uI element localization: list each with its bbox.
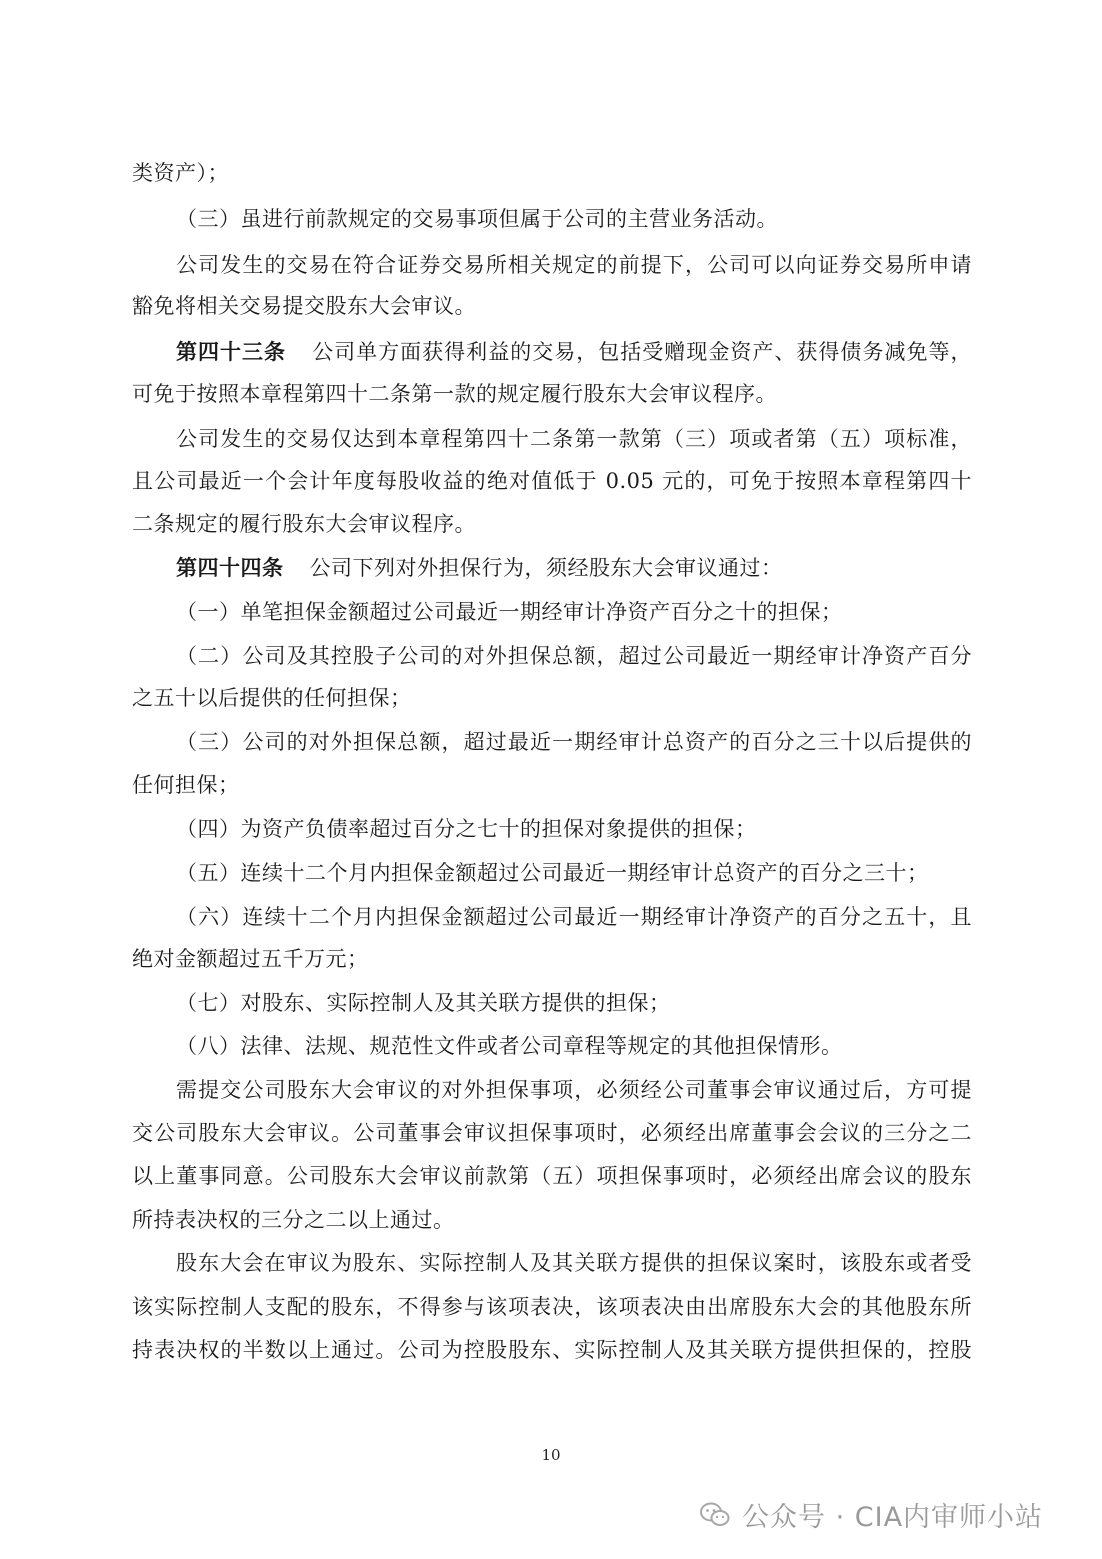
text-line: 股东大会在审议为股东、实际控制人及其关联方提供的担保议案时，该股东或者受 [176, 1251, 972, 1275]
watermark [700, 1495, 1043, 1534]
article-title: 第四十四条 [176, 555, 284, 580]
text-line: 豁免将相关交易提交股东大会审议。 [132, 294, 476, 318]
text-line: 公司发生的交易仅达到本章程第四十二条第一款第（三）项或者第（五）项标准， [176, 427, 972, 451]
text-line: 交公司股东大会审议。公司董事会审议担保事项时，必须经出席董事会会议的三分之二 [132, 1121, 972, 1145]
article-text: 公司单方面获得利益的交易，包括受赠现金资产、获得债务减免等， [312, 340, 973, 364]
article-title: 第四十三条 [176, 339, 287, 364]
text-line: 可免于按照本章程第四十二条第一款的规定履行股东大会审议程序。 [132, 382, 777, 406]
text-line: （三）虽进行前款规定的交易事项但属于公司的主营业务活动。 [176, 207, 778, 231]
watermark-text: 公众号 · CIA内审师小站 [742, 1502, 1044, 1533]
list-item: （五）连续十二个月内担保金额超过公司最近一期经审计总资产的百分之三十； [176, 861, 929, 885]
list-item: （七）对股东、实际控制人及其关联方提供的担保； [176, 991, 671, 1015]
article-text: 公司下列对外担保行为，须经股东大会审议通过： [309, 556, 783, 580]
page-number: 10 [541, 1446, 561, 1464]
text-line: 所持表决权的三分之二以上通过。 [132, 1208, 455, 1232]
wechat-icon [700, 1502, 730, 1528]
article-44-first-line [176, 553, 783, 583]
text-line: 之五十以后提供的任何担保； [132, 686, 412, 710]
text-line: 该实际控制人支配的股东，不得参与该项表决，该项表决由出席股东大会的其他股东所 [132, 1295, 972, 1319]
list-item: （一）单笔担保金额超过公司最近一期经审计净资产百分之十的担保； [176, 600, 843, 624]
text-line: 类资产）； [132, 161, 229, 185]
text-line: 公司发生的交易在符合证券交易所相关规定的前提下，公司可以向证券交易所申请 [176, 253, 972, 277]
list-item: （二）公司及其控股子公司的对外担保总额，超过公司最近一期经审计净资产百分 [176, 644, 972, 668]
text-line: 绝对金额超过五千万元； [132, 947, 369, 971]
list-item: （四）为资产负债率超过百分之七十的担保对象提供的担保； [176, 817, 757, 841]
text-line: 持表决权的半数以上通过。公司为控股股东、实际控制人及其关联方提供担保的，控股 [132, 1338, 972, 1362]
text-line: 以上董事同意。公司股东大会审议前款第（五）项担保事项时，必须经出席会议的股东 [132, 1164, 972, 1188]
text-line: 二条规定的履行股东大会审议程序。 [132, 512, 476, 536]
text-line: 且公司最近一个会计年度每股收益的绝对值低于 0.05 元的，可免于按照本章程第四十 [132, 469, 972, 493]
text-line: 任何担保； [132, 773, 240, 797]
list-item: （三）公司的对外担保总额，超过最近一期经审计总资产的百分之三十以后提供的 [176, 730, 972, 754]
list-item: （六）连续十二个月内担保金额超过公司最近一期经审计净资产的百分之五十，且 [176, 905, 972, 929]
list-item: （八）法律、法规、规范性文件或者公司章程等规定的其他担保情形。 [176, 1034, 843, 1058]
article-43-first-line [176, 337, 972, 367]
text-line: 需提交公司股东大会审议的对外担保事项，必须经公司董事会审议通过后，方可提 [176, 1078, 972, 1102]
